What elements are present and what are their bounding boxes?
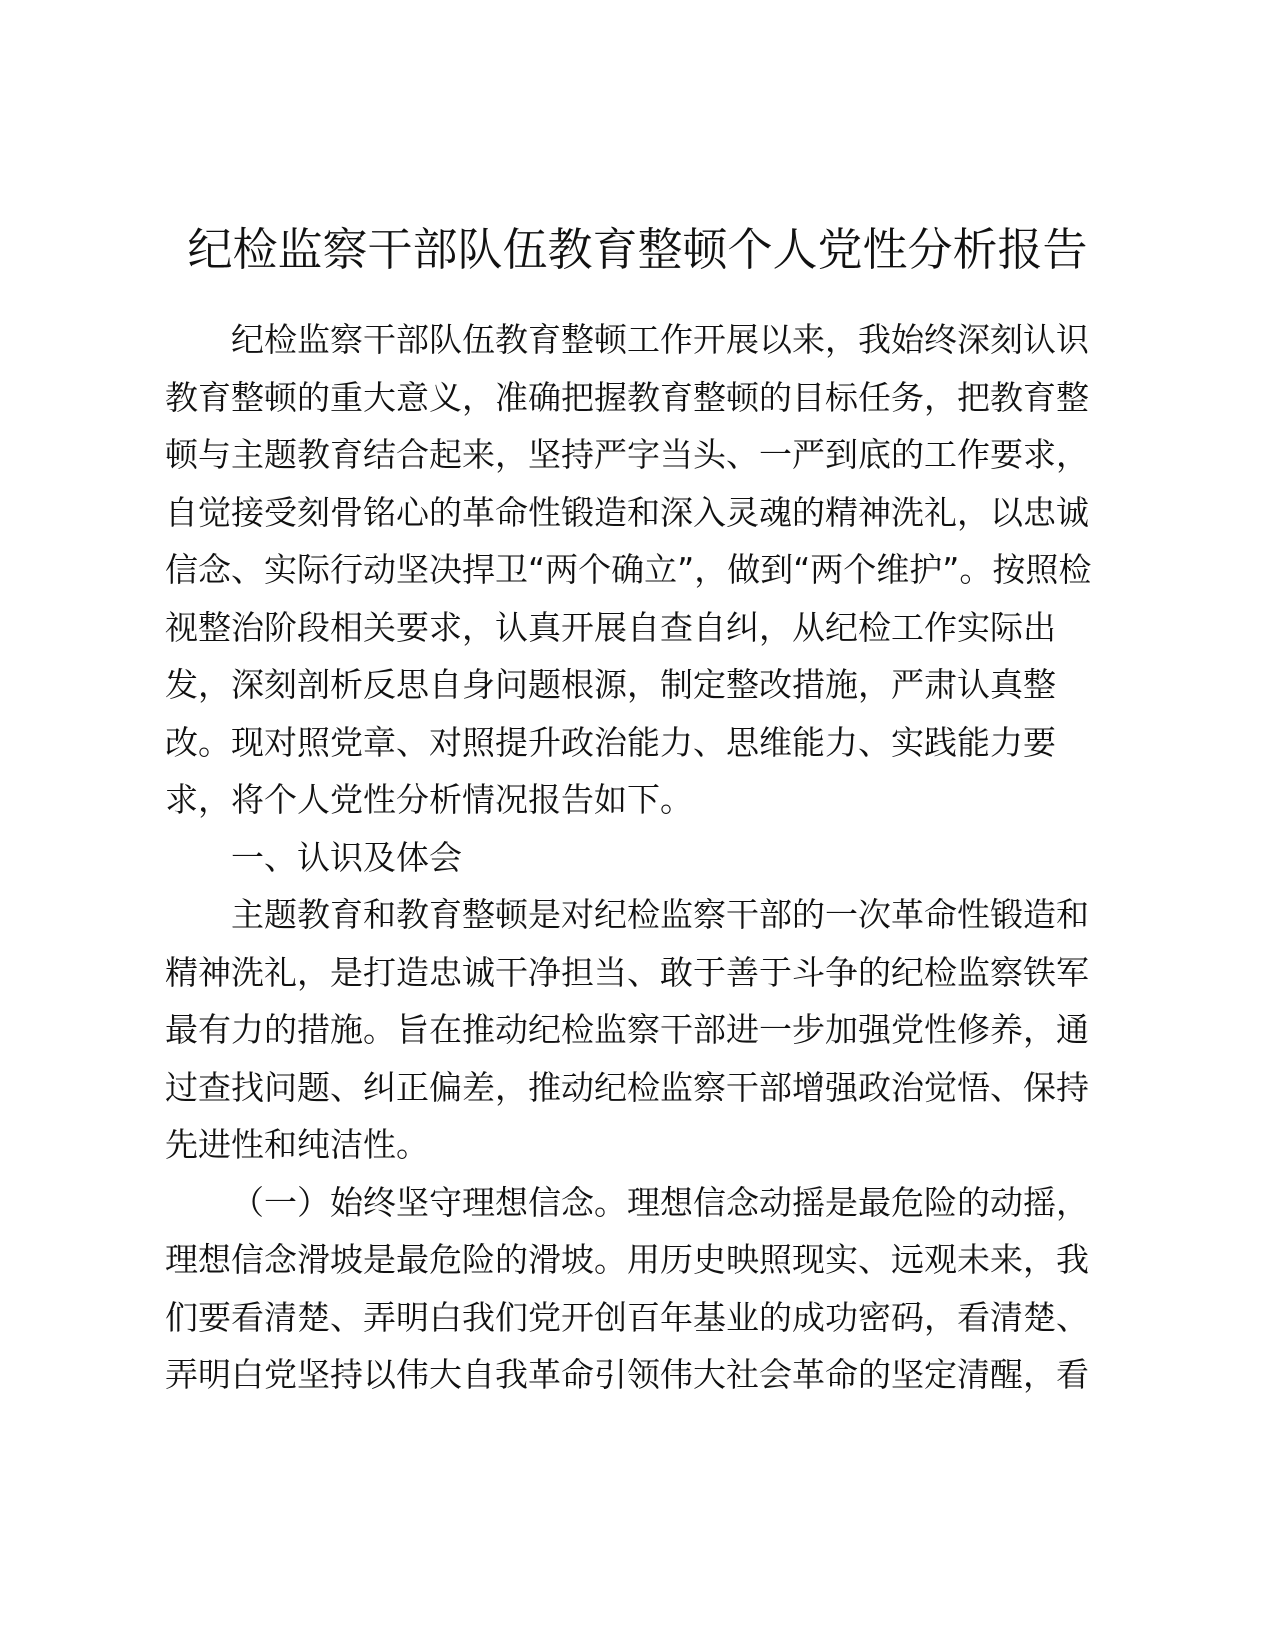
paragraph-intro-line-2: 教育整顿的重大意义，准确把握教育整顿的目标任务，把教育整	[165, 377, 1089, 417]
paragraph-section1-line-3: 最有力的措施。旨在推动纪检监察干部进一步加强党性修养，通	[165, 1010, 1089, 1049]
paragraph-intro-line-5: 信念、实际行动坚决捍卫“两个确立”，做到“两个维护”。按照检	[165, 550, 1092, 589]
paragraph-intro-line-8: 改。现对照党章、对照提升政治能力、思维能力、实践能力要	[165, 722, 1056, 762]
section-heading-1: 一、认识及体会	[231, 837, 462, 877]
paragraph-intro-line-1: 纪检监察干部队伍教育整顿工作开展以来，我始终深刻认识	[231, 320, 1089, 359]
paragraph-section1-line-5: 先进性和纯洁性。	[165, 1125, 429, 1164]
paragraph-subsection1-line-4: 弄明白党坚持以伟大自我革命引领伟大社会革命的坚定清醒，看	[165, 1355, 1089, 1394]
paragraph-intro-line-7: 发，深刻剖析反思自身问题根源，制定整改措施，严肃认真整	[165, 665, 1056, 704]
document-body	[165, 311, 1105, 1404]
paragraph-section1-line-2: 精神洗礼，是打造忠诚干净担当、敢于善于斗争的纪检监察铁军	[165, 952, 1089, 992]
paragraph-section1-line-4: 过查找问题、纠正偏差，推动纪检监察干部增强政治觉悟、保持	[165, 1067, 1089, 1107]
paragraph-intro-line-3: 顿与主题教育结合起来，坚持严字当头、一严到底的工作要求，	[165, 435, 1089, 474]
paragraph-intro-line-4: 自觉接受刻骨铭心的革命性锻造和深入灵魂的精神洗礼，以忠诚	[165, 492, 1089, 532]
paragraph-intro-line-6: 视整治阶段相关要求，认真开展自查自纠，从纪检工作实际出	[165, 607, 1056, 647]
paragraph-subsection1-line-2: 理想信念滑坡是最危险的滑坡。用历史映照现实、远观未来，我	[165, 1240, 1089, 1279]
paragraph-subsection1-line-3: 们要看清楚、弄明白我们党开创百年基业的成功密码，看清楚、	[165, 1297, 1089, 1337]
document-title: 纪检监察干部队伍教育整顿个人党性分析报告	[187, 223, 1088, 276]
paragraph-subsection1-line-1: （一）始终坚守理想信念。理想信念动摇是最危险的动摇，	[231, 1182, 1089, 1222]
paragraph-section1-line-1: 主题教育和教育整顿是对纪检监察干部的一次革命性锻造和	[231, 895, 1089, 934]
paragraph-intro-line-9: 求，将个人党性分析情况报告如下。	[165, 780, 693, 819]
